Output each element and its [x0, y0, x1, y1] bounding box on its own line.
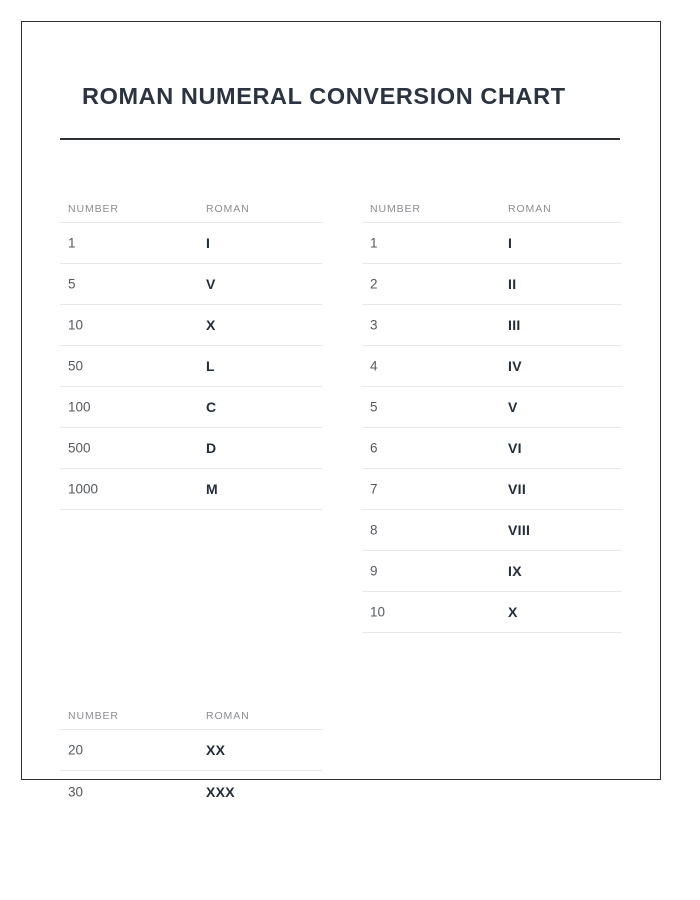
tens-numerals-table [60, 703, 322, 812]
cell-number: 3 [370, 317, 378, 333]
cell-roman: XXX [206, 783, 235, 800]
column-header-roman: ROMAN [508, 203, 552, 215]
table-row [362, 223, 622, 264]
table-row [60, 428, 322, 469]
table-row [60, 223, 322, 264]
cell-number: 5 [68, 276, 76, 292]
table-row [362, 592, 622, 633]
table-header-row [362, 196, 622, 223]
cell-roman: V [508, 399, 518, 415]
table-row [362, 346, 622, 387]
cell-number: 4 [370, 358, 378, 374]
table-row [362, 469, 622, 510]
cell-number: 100 [68, 399, 91, 415]
cell-roman: VI [508, 440, 522, 456]
cell-roman: D [206, 440, 217, 456]
cell-number: 500 [68, 440, 91, 456]
table-row [60, 387, 322, 428]
primary-numerals-table [60, 196, 322, 510]
cell-number: 10 [370, 604, 386, 620]
cell-roman: V [206, 276, 216, 292]
cell-roman: I [508, 235, 513, 251]
column-header-number: NUMBER [370, 203, 421, 215]
sequence-numerals-table [362, 196, 622, 633]
column-header-number: NUMBER [68, 203, 119, 215]
cell-number: 8 [370, 522, 378, 538]
cell-number: 10 [68, 317, 84, 333]
table-row [60, 771, 322, 812]
cell-number: 1000 [68, 481, 99, 497]
column-header-number: NUMBER [68, 710, 119, 722]
cell-roman: VIII [508, 522, 531, 538]
cell-roman: III [508, 317, 521, 333]
page-title: ROMAN NUMERAL CONVERSION CHART [82, 83, 566, 109]
title-divider [60, 138, 620, 140]
table-row [362, 510, 622, 551]
cell-number: 1 [370, 235, 378, 251]
table-row [60, 469, 322, 510]
cell-number: 6 [370, 440, 378, 456]
cell-number: 5 [370, 399, 378, 415]
table-row [362, 551, 622, 592]
cell-roman: II [508, 276, 517, 292]
column-header-roman: ROMAN [206, 710, 250, 722]
cell-roman: I [206, 235, 211, 251]
table-row [362, 428, 622, 469]
table-header-row [60, 196, 322, 223]
cell-roman: VII [508, 481, 527, 497]
cell-roman: L [206, 358, 215, 374]
column-header-roman: ROMAN [206, 203, 250, 215]
table-row [60, 730, 322, 771]
cell-roman: X [508, 604, 518, 620]
cell-roman: M [206, 481, 218, 497]
cell-roman: X [206, 317, 216, 333]
cell-number: 20 [68, 742, 84, 758]
cell-number: 50 [68, 358, 84, 374]
cell-roman: IV [508, 358, 522, 374]
cell-roman: C [206, 399, 217, 415]
table-header-row [60, 703, 322, 730]
cell-number: 1 [68, 235, 76, 251]
cell-number: 7 [370, 481, 378, 497]
cell-roman: IX [508, 563, 522, 579]
cell-number: 2 [370, 276, 378, 292]
cell-number: 9 [370, 563, 378, 579]
cell-roman: XX [206, 742, 226, 758]
table-row [60, 305, 322, 346]
table-row [362, 305, 622, 346]
table-row [60, 346, 322, 387]
table-row [60, 264, 322, 305]
table-row [362, 387, 622, 428]
table-row [362, 264, 622, 305]
cell-number: 30 [68, 784, 84, 799]
